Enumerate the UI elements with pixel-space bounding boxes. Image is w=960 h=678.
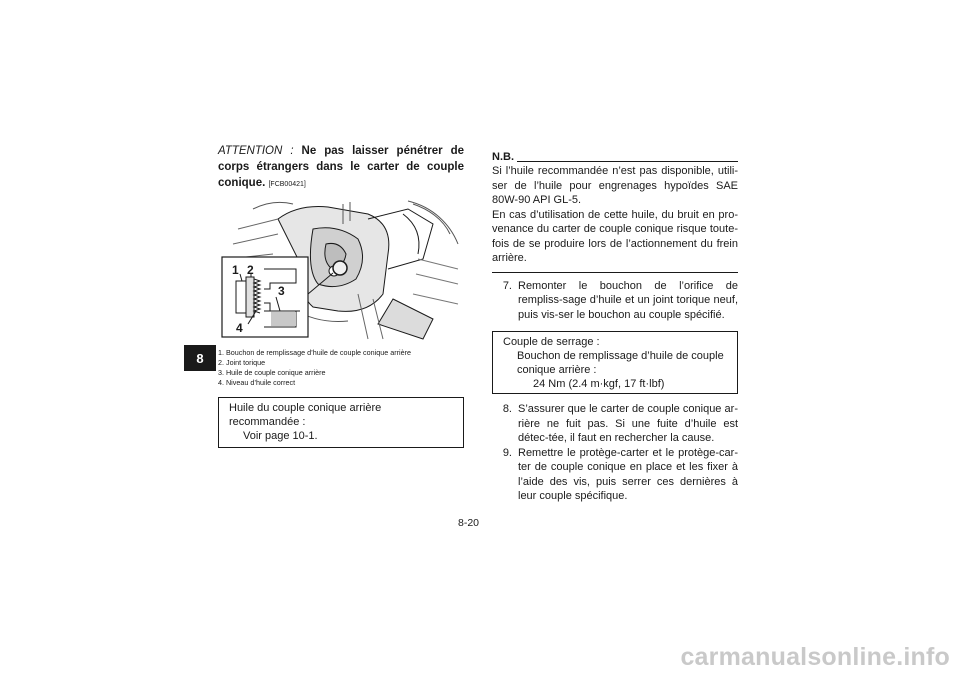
rear-gear-case-illustration — [218, 199, 464, 344]
attention-text: Ne pas laisser pénétrer de corps étrangers dans le carter de couple conique. — [218, 145, 465, 189]
torque-box-line: conique arrière : — [517, 364, 597, 376]
oil-box-line: recommandée : — [229, 416, 306, 428]
nb-paragraph: En cas d’utilisation de cette huile, du bruit en pro-venance du carter de couple conique risque toute-fois de se produire lors de l’actionnement du frein arrière. — [492, 208, 738, 264]
attention-code: [FCB00421] — [268, 181, 306, 188]
left-column — [218, 143, 464, 448]
figure-captions — [218, 348, 464, 388]
oil-box-line: Huile du couple conique arrière — [229, 402, 382, 414]
step-item — [492, 402, 738, 446]
caption-item: 3. Huile de couple conique arrière — [218, 368, 326, 377]
nb-rule — [517, 161, 738, 162]
attention-label: ATTENTION : — [218, 145, 294, 157]
recommended-oil-box — [218, 397, 464, 448]
step-text: S’assurer que le carter de couple conique ar-rière ne fuit pas. Si une fuite d’huile est détec-tée, il faut en rechercher la cause. — [518, 403, 738, 444]
oil-box-reference: Voir page 10-1. — [243, 430, 318, 442]
caption-item: 2. Joint torique — [218, 358, 266, 367]
step-item — [492, 279, 738, 323]
nb-heading — [492, 150, 738, 164]
torque-box-value: 24 Nm (2.4 m·kgf, 17 ft·lbf) — [533, 378, 665, 390]
fill-plug-marker — [333, 261, 347, 275]
nb-paragraph: Si l’huile recommandée n’est pas disponible, utili-ser de l’huile pour engrenages hypoïdes SAE 80W-90 API GL-5. — [492, 165, 738, 206]
callout-3: 3 — [278, 284, 285, 298]
callout-4: 4 — [236, 321, 243, 335]
callout-2: 2 — [247, 263, 254, 277]
page-number: 8-20 — [458, 517, 480, 529]
step-text: Remettre le protège-carter et le protège-car-ter de couple conique en place et les fixer à l’aide des vis, puis serrer ces dernières à leur couple spécifique. — [518, 446, 738, 502]
step-text: Remonter le bouchon de l’orifice de rempliss-sage d’huile et un joint torique neuf, puis vis-ser le bouchon au couple spécifié. — [518, 279, 738, 321]
step-number: 8. — [502, 403, 512, 415]
watermark: carmanualsonline.info — [680, 643, 950, 671]
caption-item: 4. Niveau d’huile correct — [218, 378, 296, 387]
caption-item: 1. Bouchon de remplissage d’huile de couple conique arrière — [218, 348, 411, 357]
torque-box-line: Bouchon de remplissage d’huile de couple — [517, 350, 724, 362]
right-column — [492, 150, 738, 504]
callout-1: 1 — [232, 263, 239, 277]
gear-case-drawing — [218, 199, 464, 344]
torque-spec-box — [492, 331, 738, 394]
attention-notice — [218, 143, 464, 193]
section-tab: 8 — [184, 345, 216, 371]
step-number: 9. — [502, 446, 512, 459]
nb-title: N.B. — [492, 151, 514, 163]
torque-box-line: Couple de serrage : — [503, 336, 600, 348]
nb-end-rule — [492, 272, 738, 273]
step-item — [492, 446, 738, 504]
step-number: 7. — [502, 279, 512, 292]
